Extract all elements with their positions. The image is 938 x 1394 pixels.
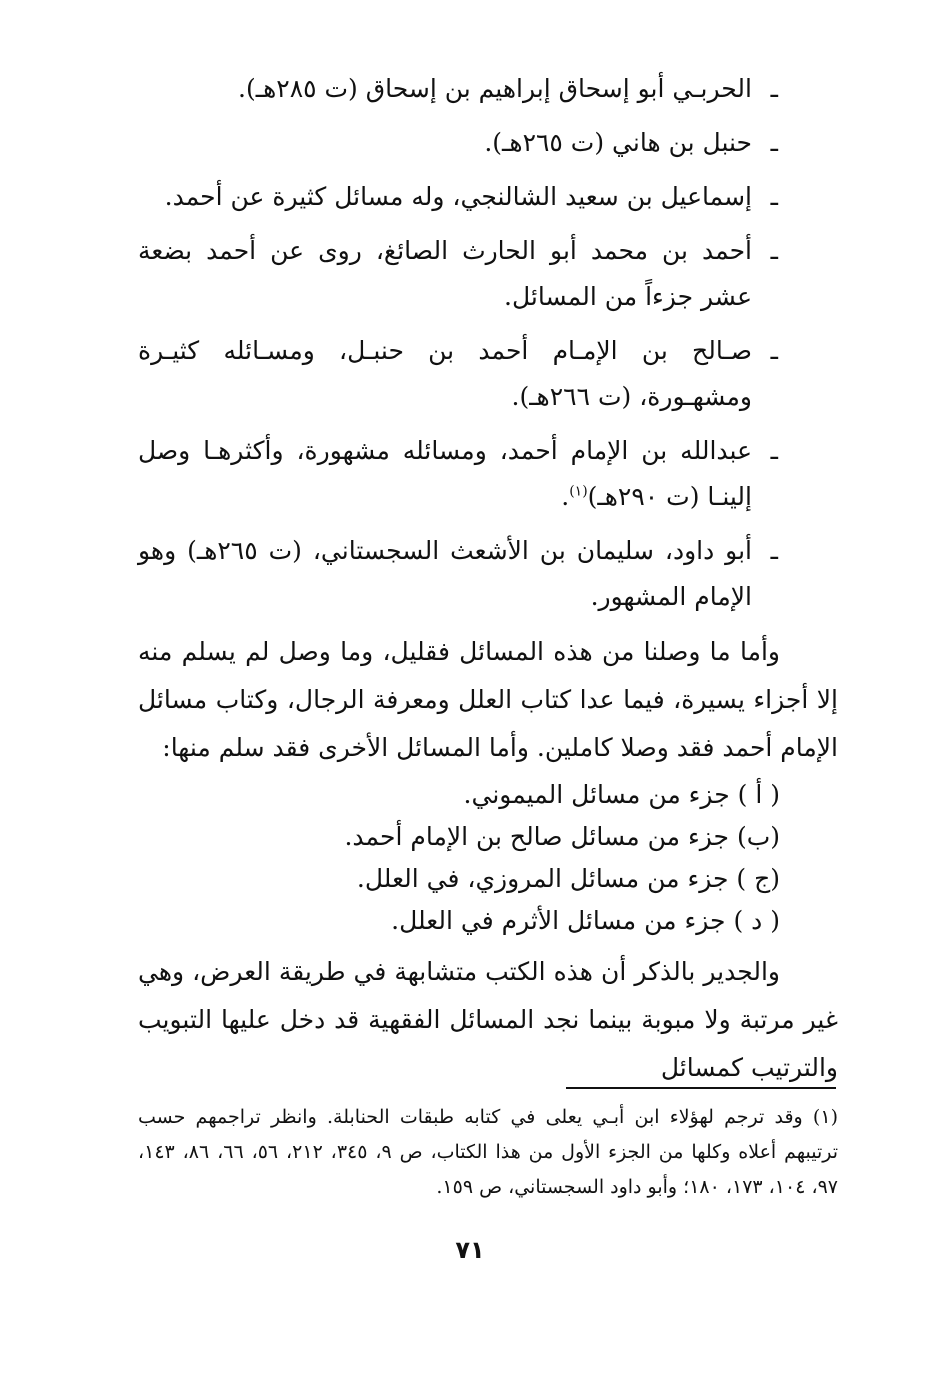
list-item [138,858,780,900]
list-item [138,816,780,858]
dash-marker: ـ [770,436,778,465]
dash-marker: ـ [770,536,778,565]
page-number: ٧١ [455,1236,485,1264]
bullet-text: الحربـي أبو إسحاق إبراهيم بن إسحاق (ت ٢٨٥هـ). [238,74,752,103]
list-item [138,228,838,320]
list-item [138,900,780,942]
list-item [138,774,780,816]
list-item [138,66,838,112]
bullet-text: عبدالله بن الإمام أحمد، ومسائله مشهورة، وأكثرهـا وصل إلينـا (ت ٢٩٠هـ) [138,436,752,511]
dash-marker: ـ [770,236,778,265]
footnote-divider [566,1087,836,1089]
list-item-text: جزء من مسائل صالح بن الإمام أحمد. [344,822,729,851]
footnote: (١) وقد ترجم لهؤلاء ابن أبـي يعلى في كتابه طبقات الحنابلة. وانظر تراجمهم حسب ترتيبهم أعلاه وكلها من الجزء الأول من هذا الكتاب، ص ٩، ٣٤٥، ٢١٢، ٥٦، ٦٦، ٨٦، ١٤٣، ٩٧، ١٠٤، ١٧٣، ١٨٠؛ وأبو داود السجستاني، ص ١٥٩. [138,1106,839,1198]
list-marker: ( د ) [733,906,780,935]
page-body [138,66,838,1092]
bullet-text: أبو داود، سليمان بن الأشعث السجستاني، (ت ٢٦٥هـ) وهو الإمام المشهور. [138,536,752,611]
dash-marker: ـ [770,74,778,103]
bullet-text: صـالح بن الإمـام أحمد بن حنبـل، ومسـائله كثيـرة ومشهـورة، (ت ٢٦٦هـ). [138,336,752,411]
list-marker: (ب) [736,822,780,851]
list-item [138,328,838,420]
list-item [138,174,838,220]
list-item [138,428,838,520]
dash-marker: ـ [770,182,778,211]
dash-marker: ـ [770,128,778,157]
list-marker: (ج ) [736,864,780,893]
list-marker: ( أ ) [737,780,780,809]
bullet-text: أحمد بن محمد أبو الحارث الصائغ، روى عن أحمد بضعة عشر جزءاً من المسائل. [138,236,752,311]
footnote-reference: (١) [569,483,588,500]
list-item-text: جزء من مسائل الأثرم في العلل. [391,906,726,935]
list-item [138,120,838,166]
bullet-tail: . [561,482,570,511]
body-paragraph: وأما ما وصلنا من هذه المسائل فقليل، وما وصل لم يسلم منه إلا أجزاء يسيرة، فيما عدا كتاب العلل ومعرفة الرجال، وكتاب مسائل الإمام أحمد فقد وصلا كاملين. وأما المسائل الأخرى فقد سلم منها: [138,637,838,762]
list-item-text: جزء من مسائل الميموني. [463,780,730,809]
list-item [138,528,838,620]
surviving-parts-list [138,774,838,942]
scholars-list [138,66,838,620]
bullet-text: حنبل بن هاني (ت ٢٦٥هـ). [484,128,752,157]
dash-marker: ـ [770,336,778,365]
bullet-text: إسماعيل بن سعيد الشالنجي، وله مسائل كثيرة عن أحمد. [164,182,752,211]
list-item-text: جزء من مسائل المروزي، في العلل. [356,864,729,893]
body-paragraph: والجدير بالذكر أن هذه الكتب متشابهة في طريقة العرض، وهي غير مرتبة ولا مبوبة بينما نجد المسائل الفقهية قد دخل عليها التبويب والترتيب كمسائل [138,957,838,1082]
